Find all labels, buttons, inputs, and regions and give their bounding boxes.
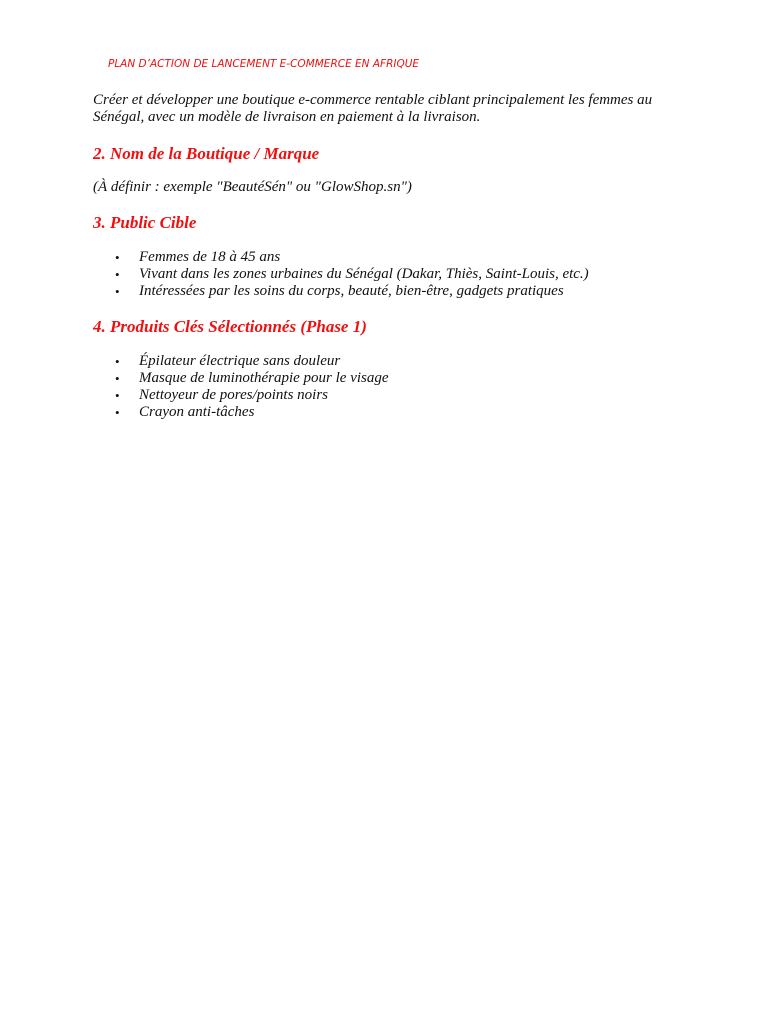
intro-paragraph [93, 92, 693, 126]
list-item-text: Crayon anti-tâches [139, 404, 255, 420]
document-header: PLAN D’ACTION DE LANCEMENT E-COMMERCE EN AFRIQUE [108, 58, 420, 70]
list-item-text: Masque de luminothérapie pour le visage [139, 370, 389, 386]
bullet-icon: • [115, 405, 120, 420]
intro-line: Créer et développer une boutique e-commerce rentable ciblant principalement les femmes au [93, 92, 653, 108]
bullet-icon: • [115, 388, 120, 403]
list-item-text: Nettoyeur de pores/points noirs [139, 387, 329, 403]
bullet-icon: • [115, 371, 120, 386]
list-item-text: Femmes de 18 à 45 ans [139, 249, 281, 265]
bullet-icon: • [115, 250, 120, 265]
brand-name-note: (À définir : exemple "BeautéSén" ou "GlowShop.sn") [93, 179, 412, 195]
section-heading-brand-name: 2. Nom de la Boutique / Marque [93, 144, 320, 163]
bullet-icon: • [115, 284, 120, 299]
section-heading-target-audience: 3. Public Cible [93, 213, 197, 232]
section-heading-key-products: 4. Produits Clés Sélectionnés (Phase 1) [93, 317, 367, 336]
list-item-text: Vivant dans les zones urbaines du Sénégal (Dakar, Thiès, Saint-Louis, etc.) [139, 266, 589, 282]
list-item-text: Intéressées par les soins du corps, beauté, bien-être, gadgets pratiques [139, 283, 564, 299]
bullet-icon: • [115, 267, 120, 282]
intro-line: Sénégal, avec un modèle de livraison en paiement à la livraison. [93, 109, 481, 125]
bullet-icon: • [115, 354, 120, 369]
list-item-text: Épilateur électrique sans douleur [139, 353, 341, 369]
